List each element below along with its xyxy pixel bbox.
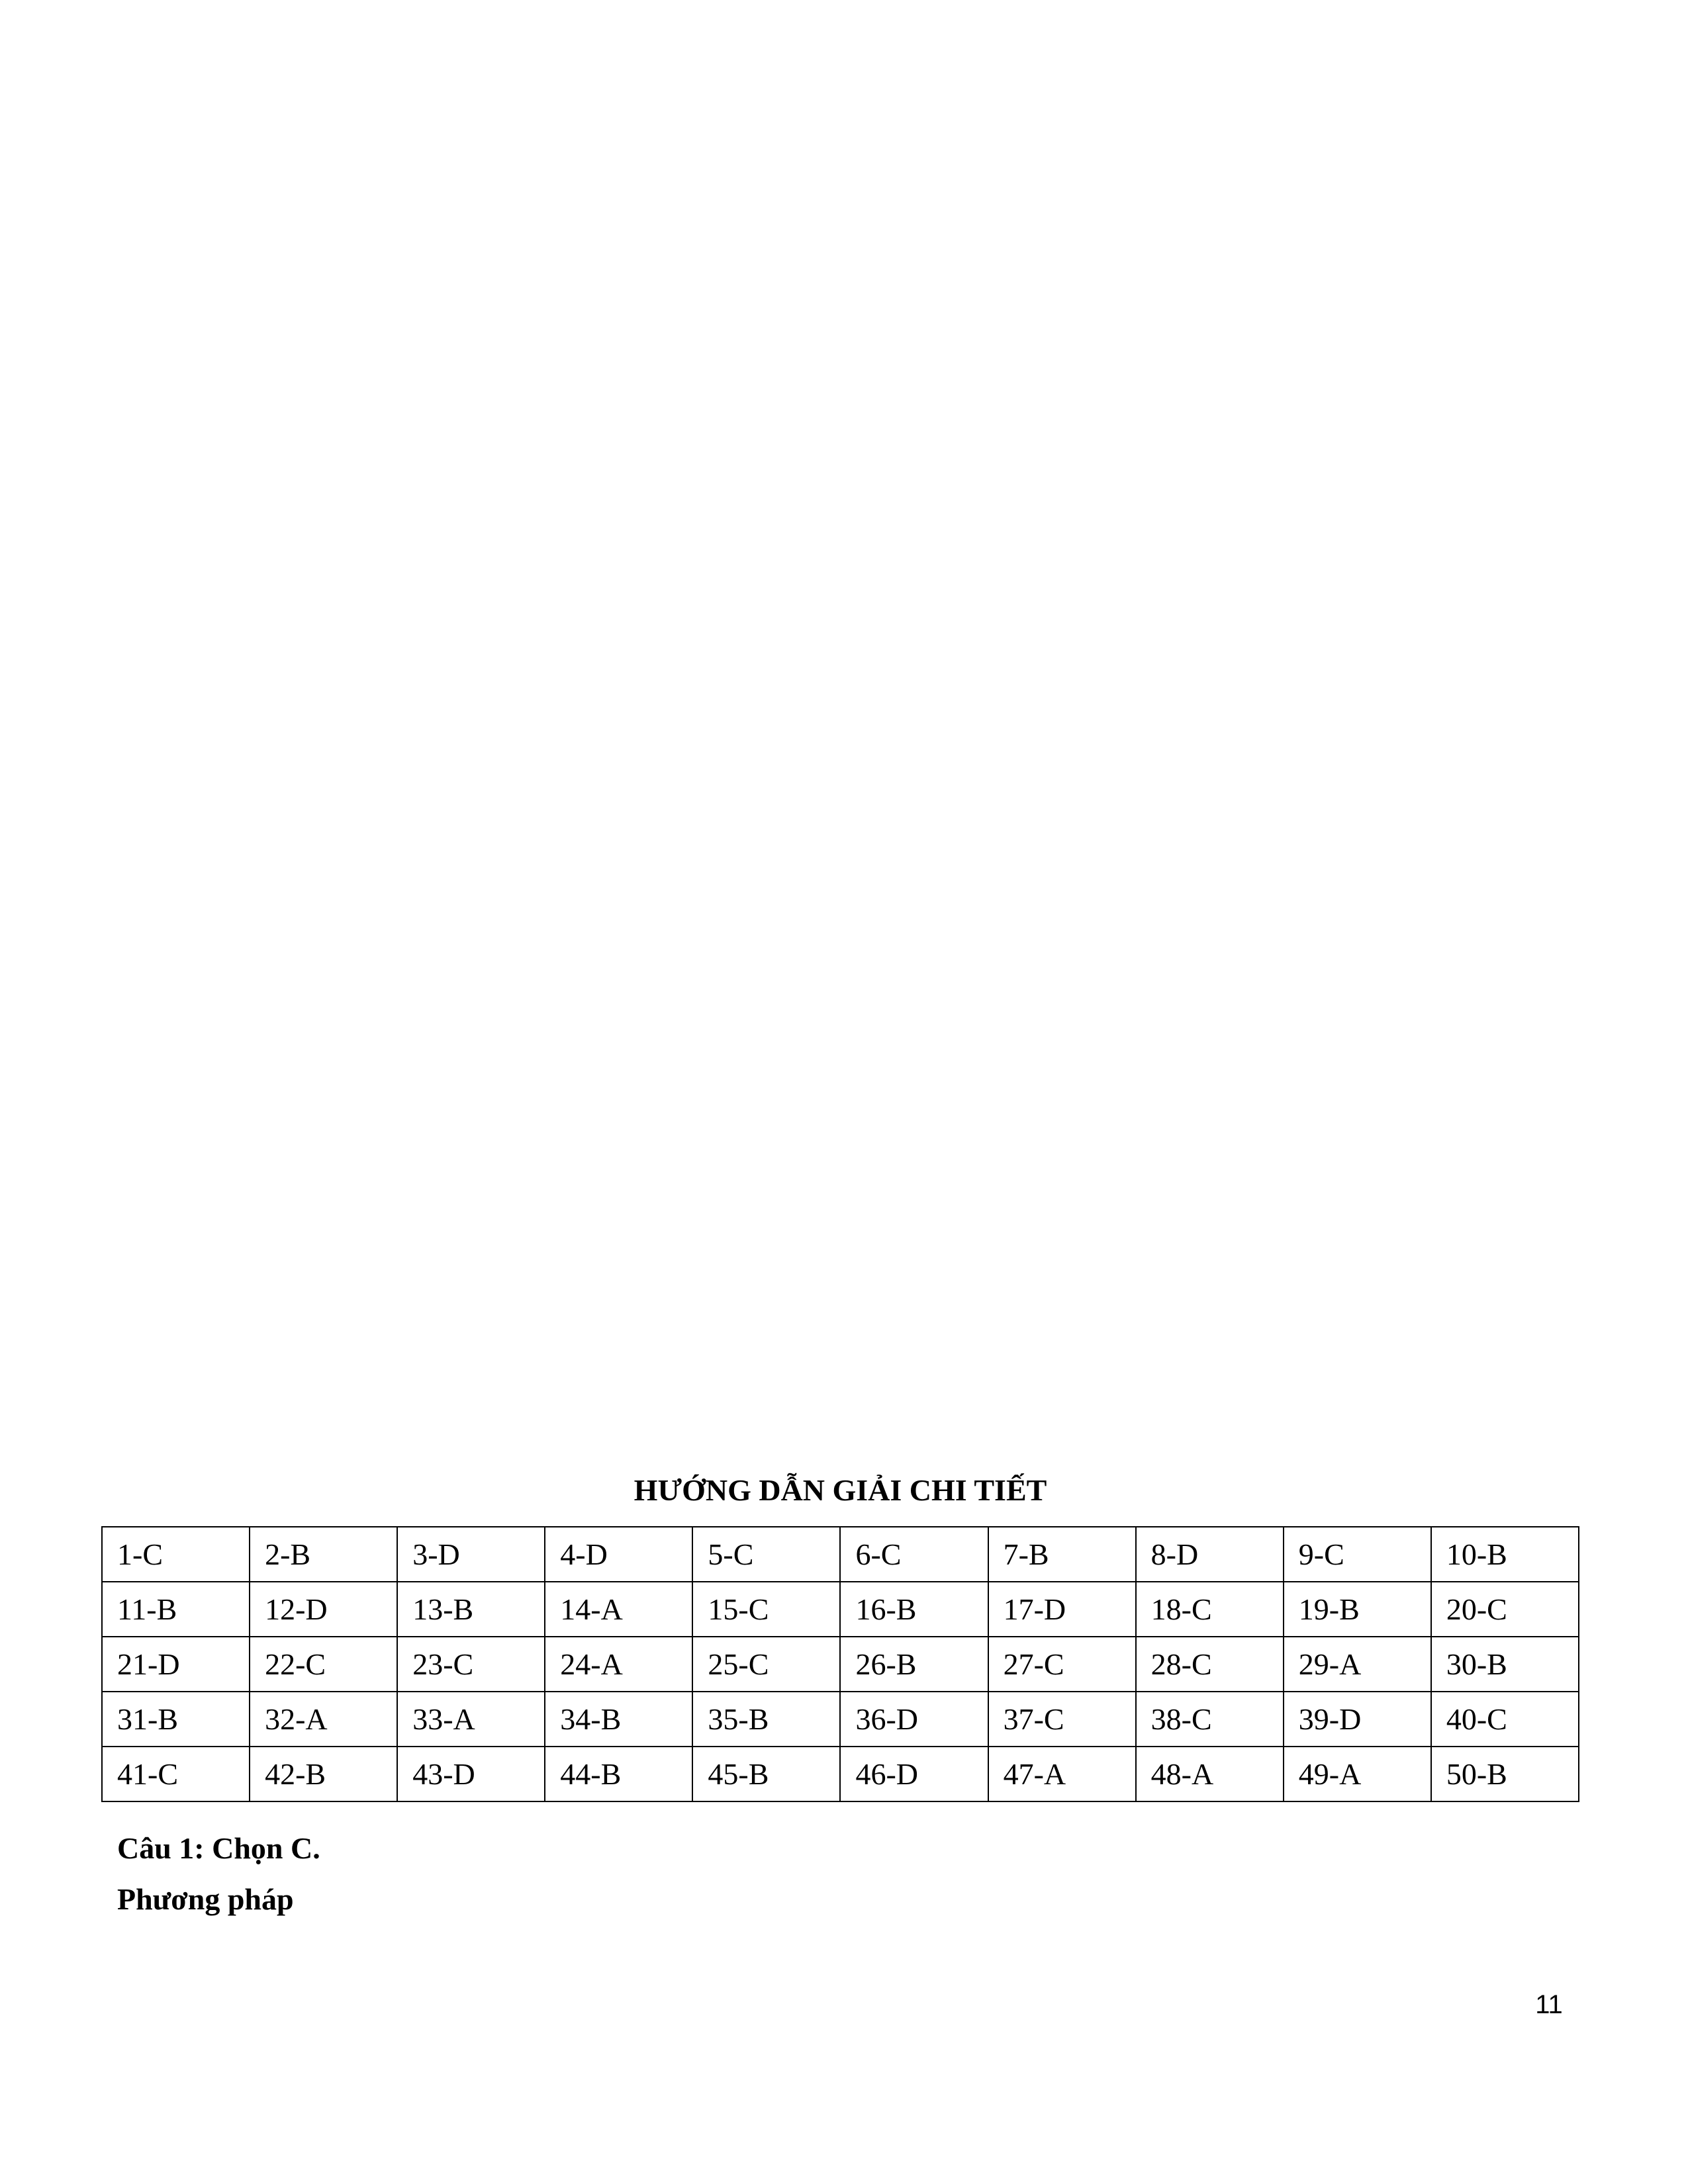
- answer-cell: 43-D: [397, 1747, 545, 1801]
- answer-cell: 4-D: [545, 1527, 692, 1582]
- table-row: [102, 1747, 1579, 1801]
- answer-cell: 24-A: [545, 1637, 692, 1692]
- answer-key-body: [102, 1527, 1579, 1801]
- answer-cell: 44-B: [545, 1747, 692, 1801]
- answer-key-table: [101, 1526, 1579, 1802]
- answer-cell: 18-C: [1136, 1582, 1284, 1637]
- answer-cell: 47-A: [988, 1747, 1136, 1801]
- answer-cell: 6-C: [840, 1527, 988, 1582]
- answer-cell: 38-C: [1136, 1692, 1284, 1747]
- answer-cell: 34-B: [545, 1692, 692, 1747]
- answer-cell: 30-B: [1431, 1637, 1579, 1692]
- question-method-label: Phương pháp: [117, 1882, 294, 1916]
- answer-cell: 13-B: [397, 1582, 545, 1637]
- answer-cell: 15-C: [692, 1582, 840, 1637]
- answer-cell: 36-D: [840, 1692, 988, 1747]
- answer-cell: 20-C: [1431, 1582, 1579, 1637]
- answer-cell: 42-B: [250, 1747, 397, 1801]
- answer-cell: 17-D: [988, 1582, 1136, 1637]
- answer-cell: 9-C: [1284, 1527, 1431, 1582]
- answer-cell: 1-C: [102, 1527, 250, 1582]
- answer-cell: 7-B: [988, 1527, 1136, 1582]
- table-row: [102, 1582, 1579, 1637]
- answer-cell: 5-C: [692, 1527, 840, 1582]
- answer-cell: 23-C: [397, 1637, 545, 1692]
- answer-cell: 25-C: [692, 1637, 840, 1692]
- answer-cell: 22-C: [250, 1637, 397, 1692]
- answer-cell: 16-B: [840, 1582, 988, 1637]
- question-title: Câu 1: Chọn C.: [117, 1831, 320, 1865]
- answer-cell: 21-D: [102, 1637, 250, 1692]
- answer-cell: 8-D: [1136, 1527, 1284, 1582]
- answer-cell: 48-A: [1136, 1747, 1284, 1801]
- table-row: [102, 1692, 1579, 1747]
- answer-cell: 19-B: [1284, 1582, 1431, 1637]
- answer-cell: 10-B: [1431, 1527, 1579, 1582]
- answer-cell: 33-A: [397, 1692, 545, 1747]
- answer-cell: 40-C: [1431, 1692, 1579, 1747]
- answer-cell: 50-B: [1431, 1747, 1579, 1801]
- table-row: [102, 1527, 1579, 1582]
- answer-cell: 27-C: [988, 1637, 1136, 1692]
- answer-cell: 14-A: [545, 1582, 692, 1637]
- answer-cell: 35-B: [692, 1692, 840, 1747]
- answer-cell: 31-B: [102, 1692, 250, 1747]
- answer-cell: 32-A: [250, 1692, 397, 1747]
- answer-cell: 11-B: [102, 1582, 250, 1637]
- answer-cell: 28-C: [1136, 1637, 1284, 1692]
- page-number: 11: [1535, 1990, 1563, 2019]
- answer-cell: 49-A: [1284, 1747, 1431, 1801]
- table-row: [102, 1637, 1579, 1692]
- answer-cell: 37-C: [988, 1692, 1136, 1747]
- answer-cell: 41-C: [102, 1747, 250, 1801]
- answer-cell: 3-D: [397, 1527, 545, 1582]
- answer-cell: 46-D: [840, 1747, 988, 1801]
- answer-cell: 45-B: [692, 1747, 840, 1801]
- answer-cell: 29-A: [1284, 1637, 1431, 1692]
- answer-cell: 26-B: [840, 1637, 988, 1692]
- section-heading: HƯỚNG DẪN GIẢI CHI TIẾT: [633, 1473, 1047, 1507]
- answer-cell: 12-D: [250, 1582, 397, 1637]
- answer-cell: 39-D: [1284, 1692, 1431, 1747]
- answer-cell: 2-B: [250, 1527, 397, 1582]
